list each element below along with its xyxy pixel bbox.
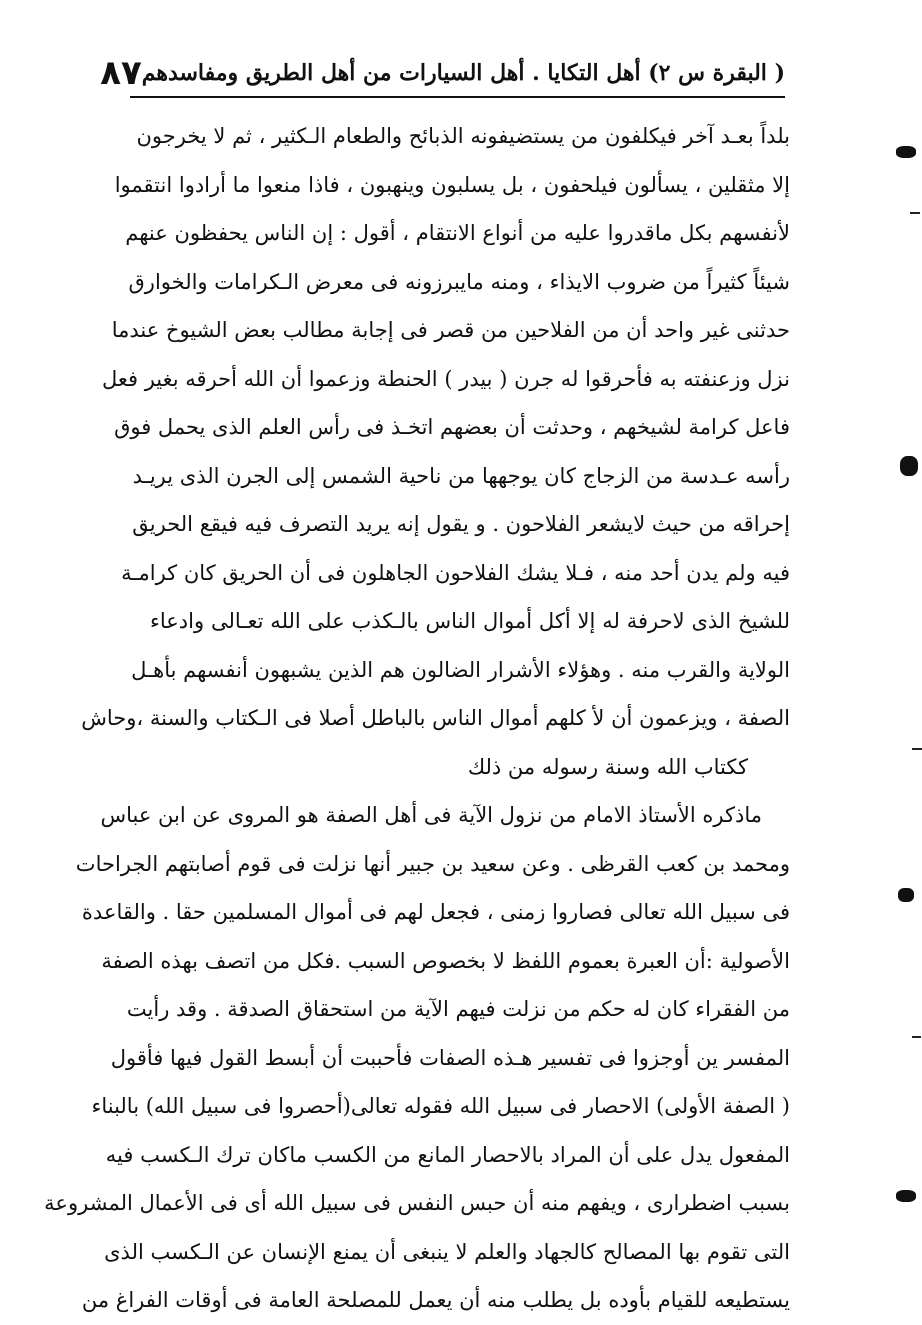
text-line: نزل وزعنفته به فأحرقوا له جرن ( بيدر ) الحنطة وزعموا أن الله أحرقه بغير فعل bbox=[101, 366, 790, 391]
scan-tick bbox=[912, 748, 922, 750]
text-line: إحراقه من حيث لايشعر الفلاحون . و يقول إنه يريد التصرف فيه فيقع الحريق bbox=[132, 512, 790, 536]
text-line: فى سبيل الله تعالى فصاروا زمنى ، فجعل لهم فى أموال المسلمين حقا . والقاعدة bbox=[81, 900, 790, 924]
text-line: يستطيعه للقيام بأوده بل يطلب منه أن يعمل للمصلحة العامة فى أوقات الفراغ من bbox=[81, 1288, 790, 1312]
text-line: للشيخ الذى لاحرفة له إلا أكل أموال الناس بالـكذب على الله تعـالى وادعاء bbox=[150, 609, 790, 633]
header-rule bbox=[130, 96, 785, 98]
text-line: المفسر ين أوجزوا فى تفسير هـذه الصفات فأحببت أن أبسط القول فيها فأقول bbox=[110, 1045, 790, 1070]
scan-blot bbox=[898, 888, 914, 902]
text-line: من الفقراء كان له حكم من نزلت فيهم الآية من استحقاق الصدقة . وقد رأيت bbox=[126, 997, 790, 1021]
text-line: بسبب اضطرارى ، ويفهم منه أن حبس النفس فى سبيل الله أى فى الأعمال المشروعة bbox=[44, 1191, 790, 1215]
text-line: فيه ولم يدن أحد منه ، فـلا يشك الفلاحون الجاهلون فى أن الحريق كان كرامـة bbox=[121, 560, 790, 585]
text-line: ككتاب الله وسنة رسوله من ذلك bbox=[467, 754, 748, 779]
running-header bbox=[100, 52, 785, 94]
text-line: الصفة ، ويزعمون أن لأ كلهم أموال الناس بالباطل أصلا فى الـكتاب والسنة ،وحاش bbox=[81, 706, 790, 730]
text-line: شيئاً كثيراً من ضروب الايذاء ، ومنه مايبرزونه فى معرض الـكرامات والخوارق bbox=[128, 269, 790, 294]
body-text bbox=[44, 112, 790, 1325]
text-line: فاعل كرامة لشيخهم ، وحدثت أن بعضهم اتخـذ فى رأس العلم الذى يحمل فوق bbox=[114, 415, 790, 439]
text-line: رأسه عـدسة من الزجاج كان يوجهها من ناحية الشمس إلى الجرن الذى يريـد bbox=[132, 463, 790, 488]
text-line: المفعول يدل على أن المراد بالاحصار المانع من الكسب ماكان ترك الـكسب فيه bbox=[105, 1142, 790, 1167]
text-line: لأنفسهم بكل ماقدروا عليه من أنواع الانتقام ، أقول : إن الناس يحفظون عنهم bbox=[125, 221, 790, 245]
text-line: ومحمد بن كعب القرظى . وعن سعيد بن جبير أنها نزلت فى قوم أصابتهم الجراحات bbox=[75, 851, 790, 876]
scan-blot bbox=[900, 456, 918, 476]
header-title: ( البقرة س ٢) أهل التكايا . أهل السيارات من أهل الطريق ومفاسدهم bbox=[141, 60, 785, 86]
scan-blot bbox=[896, 1190, 916, 1202]
scan-blot bbox=[896, 146, 916, 158]
text-line: التى تقوم بها المصالح كالجهاد والعلم لا ينبغى أن يمنع الإنسان عن الـكسب الذى bbox=[104, 1239, 790, 1264]
scan-tick bbox=[912, 1036, 921, 1038]
text-line: ماذكره الأستاذ الامام من نزول الآية فى أهل الصفة هو المروى عن ابن عباس bbox=[100, 803, 762, 827]
page-number: ٨٧ bbox=[100, 53, 142, 93]
text-line: ( الصفة الأولى) الاحصار فى سبيل الله فقوله تعالى(أحصروا فى سبيل الله) بالبناء bbox=[91, 1094, 790, 1118]
text-line: الولاية والقرب منه . وهؤلاء الأشرار الضالون هم الذين يشبهون أنفسهم بأهـل bbox=[131, 657, 790, 682]
text-line: حدثنى غير واحد أن من الفلاحين من قصر فى إجابة مطالب بعض الشيوخ عندما bbox=[111, 318, 790, 342]
text-line: إلا مثقلين ، يسألون فيلحفون ، بل يسلبون وينهبون ، فاذا منعوا ما أرادوا انتقموا bbox=[114, 172, 790, 197]
text-line: الأصولية :أن العبرة بعموم اللفظ لا بخصوص السبب .فكل من اتصف بهذه الصفة bbox=[101, 948, 790, 973]
scan-tick bbox=[910, 212, 920, 214]
text-line: بلداً بعـد آخر فيكلفون من يستضيفونه الذبائح والطعام الـكثير ، ثم لا يخرجون bbox=[136, 124, 790, 148]
